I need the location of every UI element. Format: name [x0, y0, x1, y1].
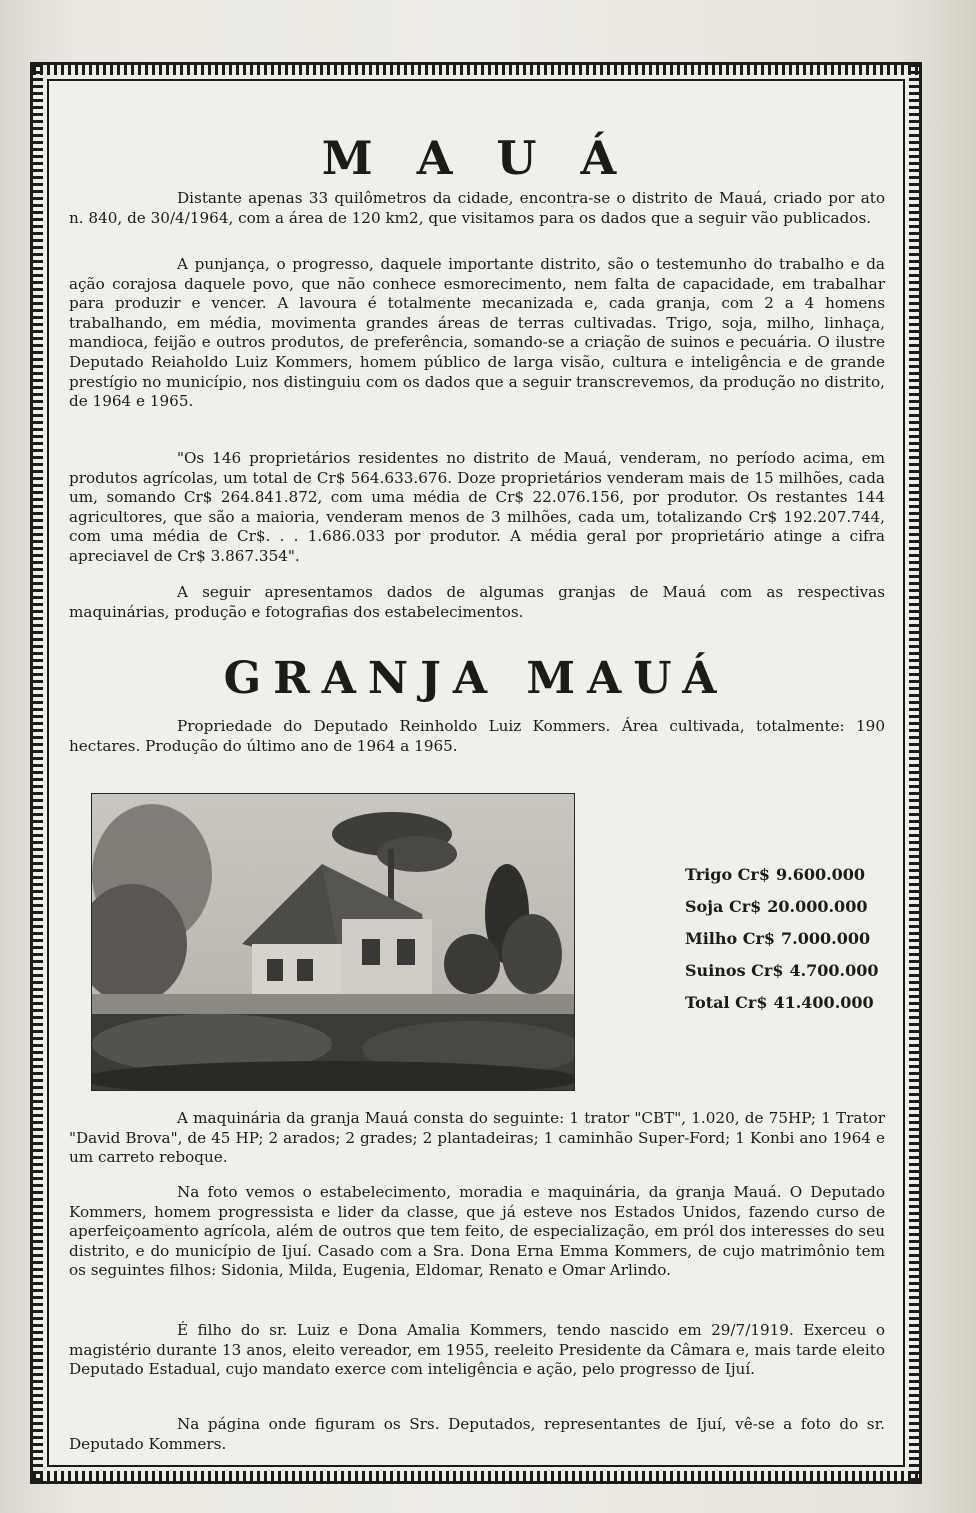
- production-label: Total Cr$: [685, 993, 768, 1012]
- production-row-trigo: [685, 859, 905, 891]
- article-border: [30, 62, 922, 1484]
- production-value: 7.000.000: [781, 929, 871, 948]
- paragraph-statistics: "Os 146 proprietários residentes no distrito de Mauá, venderam, no período acima, em produtos agrícolas, um total de Cr$ 564.633.676. Doze proprietários venderam mais de 15 milhões, cada um, somando Cr$ 264.841.872, com uma média de Cr$ 22.076.156, por produtor. Os restantes 144 agricultores, que são a maioria, venderam menos de 3 milhões, cada um, totalizando Cr$ 192.207.744, com uma média de Cr$. . . 1.686.033 por produtor. A média geral por proprietário atinge a cifra apreciavel de Cr$ 3.867.354".: [69, 449, 885, 565]
- article-body: [47, 79, 905, 1467]
- production-row-soja: [685, 891, 905, 923]
- production-label: Soja Cr$: [685, 897, 762, 916]
- farm-photo: [91, 793, 575, 1091]
- paragraph-progress: A punjança, o progresso, daquele importante distrito, são o testemunho do trabalho e da ação corajosa daquele povo, que não conhece esmorecimento, nem falta de capacidade, em trabalhar para produzir e vencer. A lavoura é totalmente mecanizada e, cada granja, com 2 a 4 homens trabalhando, em média, movimenta grandes áreas de terras cultivadas. Trigo, soja, milho, linhaça, mandioca, feijão e outros produtos, de preferência, somando-se a criação de suinos e pecuária. O ilustre Deputado Reiaholdo Luiz Kommers, homem público de larga visão, cultura e inteligência e de grande prestígio no município, nos distinguiu com os dados que a seguir transcrevemos, da produção no distrito, de 1964 e 1965.: [69, 255, 885, 411]
- section-title-granja: GRANJA MAUÁ: [223, 653, 729, 704]
- paragraph-machinery: A maquinária da granja Mauá consta do seguinte: 1 trator "CBT", 1.020, de 75HP; 1 Trator "David Brova", de 45 HP; 2 arados; 2 grades; 2 plantadeiras; 1 caminhão Super-Ford; 1 Konbi ano 1964 e um carreto reboque.: [69, 1109, 885, 1167]
- production-row-total: [685, 987, 905, 1019]
- paragraph-intro: Distante apenas 33 quilômetros da cidade, encontra-se o distrito de Mauá, criado por ato n. 840, de 30/4/1964, com a área de 120 km2, que visitamos para os dados que a seguir vão publicados.: [69, 189, 885, 227]
- production-value: 9.600.000: [775, 865, 866, 884]
- production-list: [685, 859, 905, 1019]
- paragraph-transition: A seguir apresentamos dados de algumas granjas de Mauá com as respectivas maquinárias, produção e fotografias dos estabelecimentos.: [69, 583, 885, 621]
- production-label: Suinos Cr$: [685, 961, 784, 980]
- paragraph-closing: Na página onde figuram os Srs. Deputados, representantes de Ijuí, vê-se a foto do sr. Deputado Kommers.: [69, 1415, 885, 1453]
- production-label: Trigo Cr$: [685, 865, 770, 884]
- production-row-milho: [685, 923, 905, 955]
- production-value: 20.000.000: [767, 897, 868, 916]
- production-value: 4.700.000: [789, 961, 879, 980]
- paragraph-photo-description: Na foto vemos o estabelecimento, moradia e maquinária, da granja Mauá. O Deputado Kommers, homem progressista e lider da classe, que já esteve nos Estados Unidos, fazendo curso de aperfeiçoamento agrícola, além de outros que tem feito, de especialização, em pról dos interesses do seu distrito, e do município de Ijuí. Casado com a Sra. Dona Erna Emma Kommers, de cujo matrimônio tem os seguintes filhos: Sidonia, Milda, Eugenia, Eldomar, Renato e Omar Arlindo.: [69, 1183, 885, 1280]
- paragraph-biography: É filho do sr. Luiz e Dona Amalia Kommers, tendo nascido em 29/7/1919. Exerceu o magistério durante 13 anos, eleito vereador, em 1955, reeleito Presidente da Câmara e, mais tarde eleito Deputado Estadual, cujo mandato exerce com inteligência e ação, pelo progresso de Ijuí.: [69, 1321, 885, 1379]
- paragraph-property: Propriedade do Deputado Reinholdo Luiz Kommers. Área cultivada, totalmente: 190 hectares. Produção do último ano de 1964 a 1965.: [69, 717, 885, 755]
- production-value: 41.400.000: [773, 993, 874, 1012]
- production-label: Milho Cr$: [685, 929, 776, 948]
- production-row-suinos: [685, 955, 905, 987]
- article-title: M A U Á: [321, 131, 631, 185]
